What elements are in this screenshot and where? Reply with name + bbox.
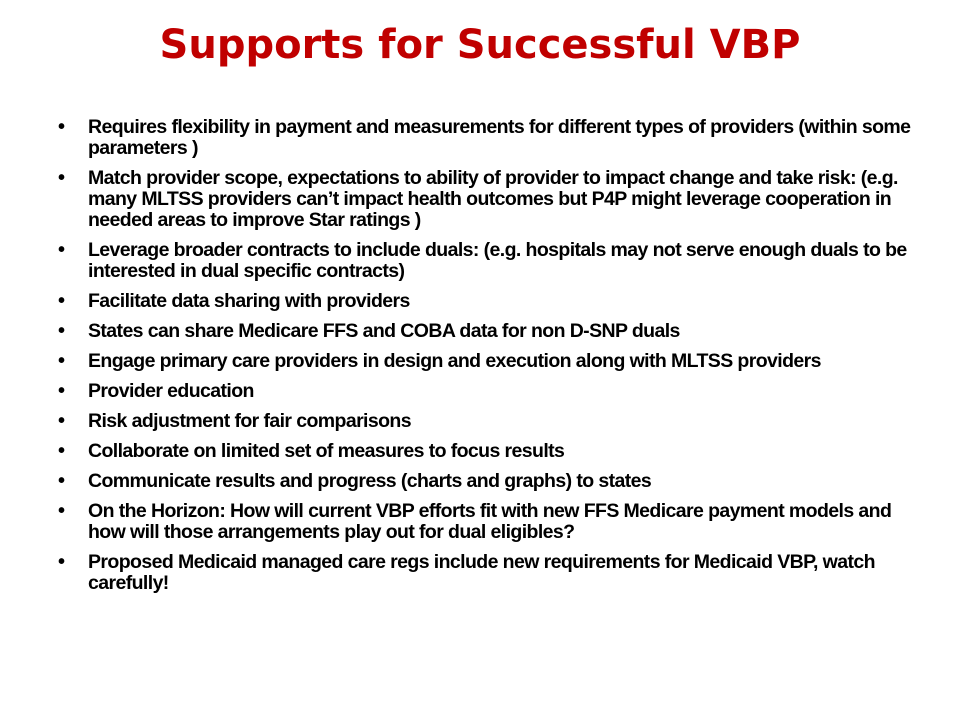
bullet-icon: • <box>58 290 66 312</box>
bullet-text: Match provider scope, expectations to ability of provider to impact change and take risk: (e.g. many MLTSS providers can’t impact health outcomes but P4P might leverage cooperation in needed areas to improve Star ratings ) <box>88 167 898 231</box>
bullet-text: Collaborate on limited set of measures to focus results <box>88 440 565 462</box>
slide-title: Supports for Successful VBP <box>159 22 801 68</box>
bullet-item <box>58 321 918 342</box>
bullet-icon: • <box>58 116 66 138</box>
bullet-text: Requires flexibility in payment and measurements for different types of providers (within some parameters ) <box>88 116 911 159</box>
bullet-item <box>58 411 918 432</box>
bullet-text: Provider education <box>88 380 254 402</box>
bullet-item <box>58 168 918 231</box>
bullet-text: Communicate results and progress (charts and graphs) to states <box>88 470 652 492</box>
bullet-icon: • <box>58 167 66 189</box>
bullet-text: Proposed Medicaid managed care regs include new requirements for Medicaid VBP, watch carefully! <box>88 551 875 594</box>
bullet-item <box>58 351 918 372</box>
bullet-list <box>58 117 918 603</box>
bullet-icon: • <box>58 551 66 573</box>
bullet-text: On the Horizon: How will current VBP efforts fit with new FFS Medicare payment models and how will those arrangements play out for dual eligibles? <box>88 500 892 543</box>
bullet-item <box>58 117 918 159</box>
bullet-text: Engage primary care providers in design and execution along with MLTSS providers <box>88 350 821 372</box>
bullet-text: Risk adjustment for fair comparisons <box>88 410 411 432</box>
bullet-icon: • <box>58 239 66 261</box>
bullet-item <box>58 552 918 594</box>
bullet-item <box>58 291 918 312</box>
bullet-icon: • <box>58 380 66 402</box>
bullet-icon: • <box>58 440 66 462</box>
bullet-icon: • <box>58 320 66 342</box>
bullet-text: Leverage broader contracts to include duals: (e.g. hospitals may not serve enough duals to be interested in dual specific contracts) <box>88 239 907 282</box>
bullet-item <box>58 441 918 462</box>
bullet-icon: • <box>58 350 66 372</box>
bullet-text: Facilitate data sharing with providers <box>88 290 410 312</box>
bullet-icon: • <box>58 470 66 492</box>
bullet-item <box>58 501 918 543</box>
bullet-text: States can share Medicare FFS and COBA data for non D-SNP duals <box>88 320 680 342</box>
bullet-item <box>58 240 918 282</box>
bullet-item <box>58 471 918 492</box>
bullet-item <box>58 381 918 402</box>
bullet-icon: • <box>58 410 66 432</box>
bullet-icon: • <box>58 500 66 522</box>
